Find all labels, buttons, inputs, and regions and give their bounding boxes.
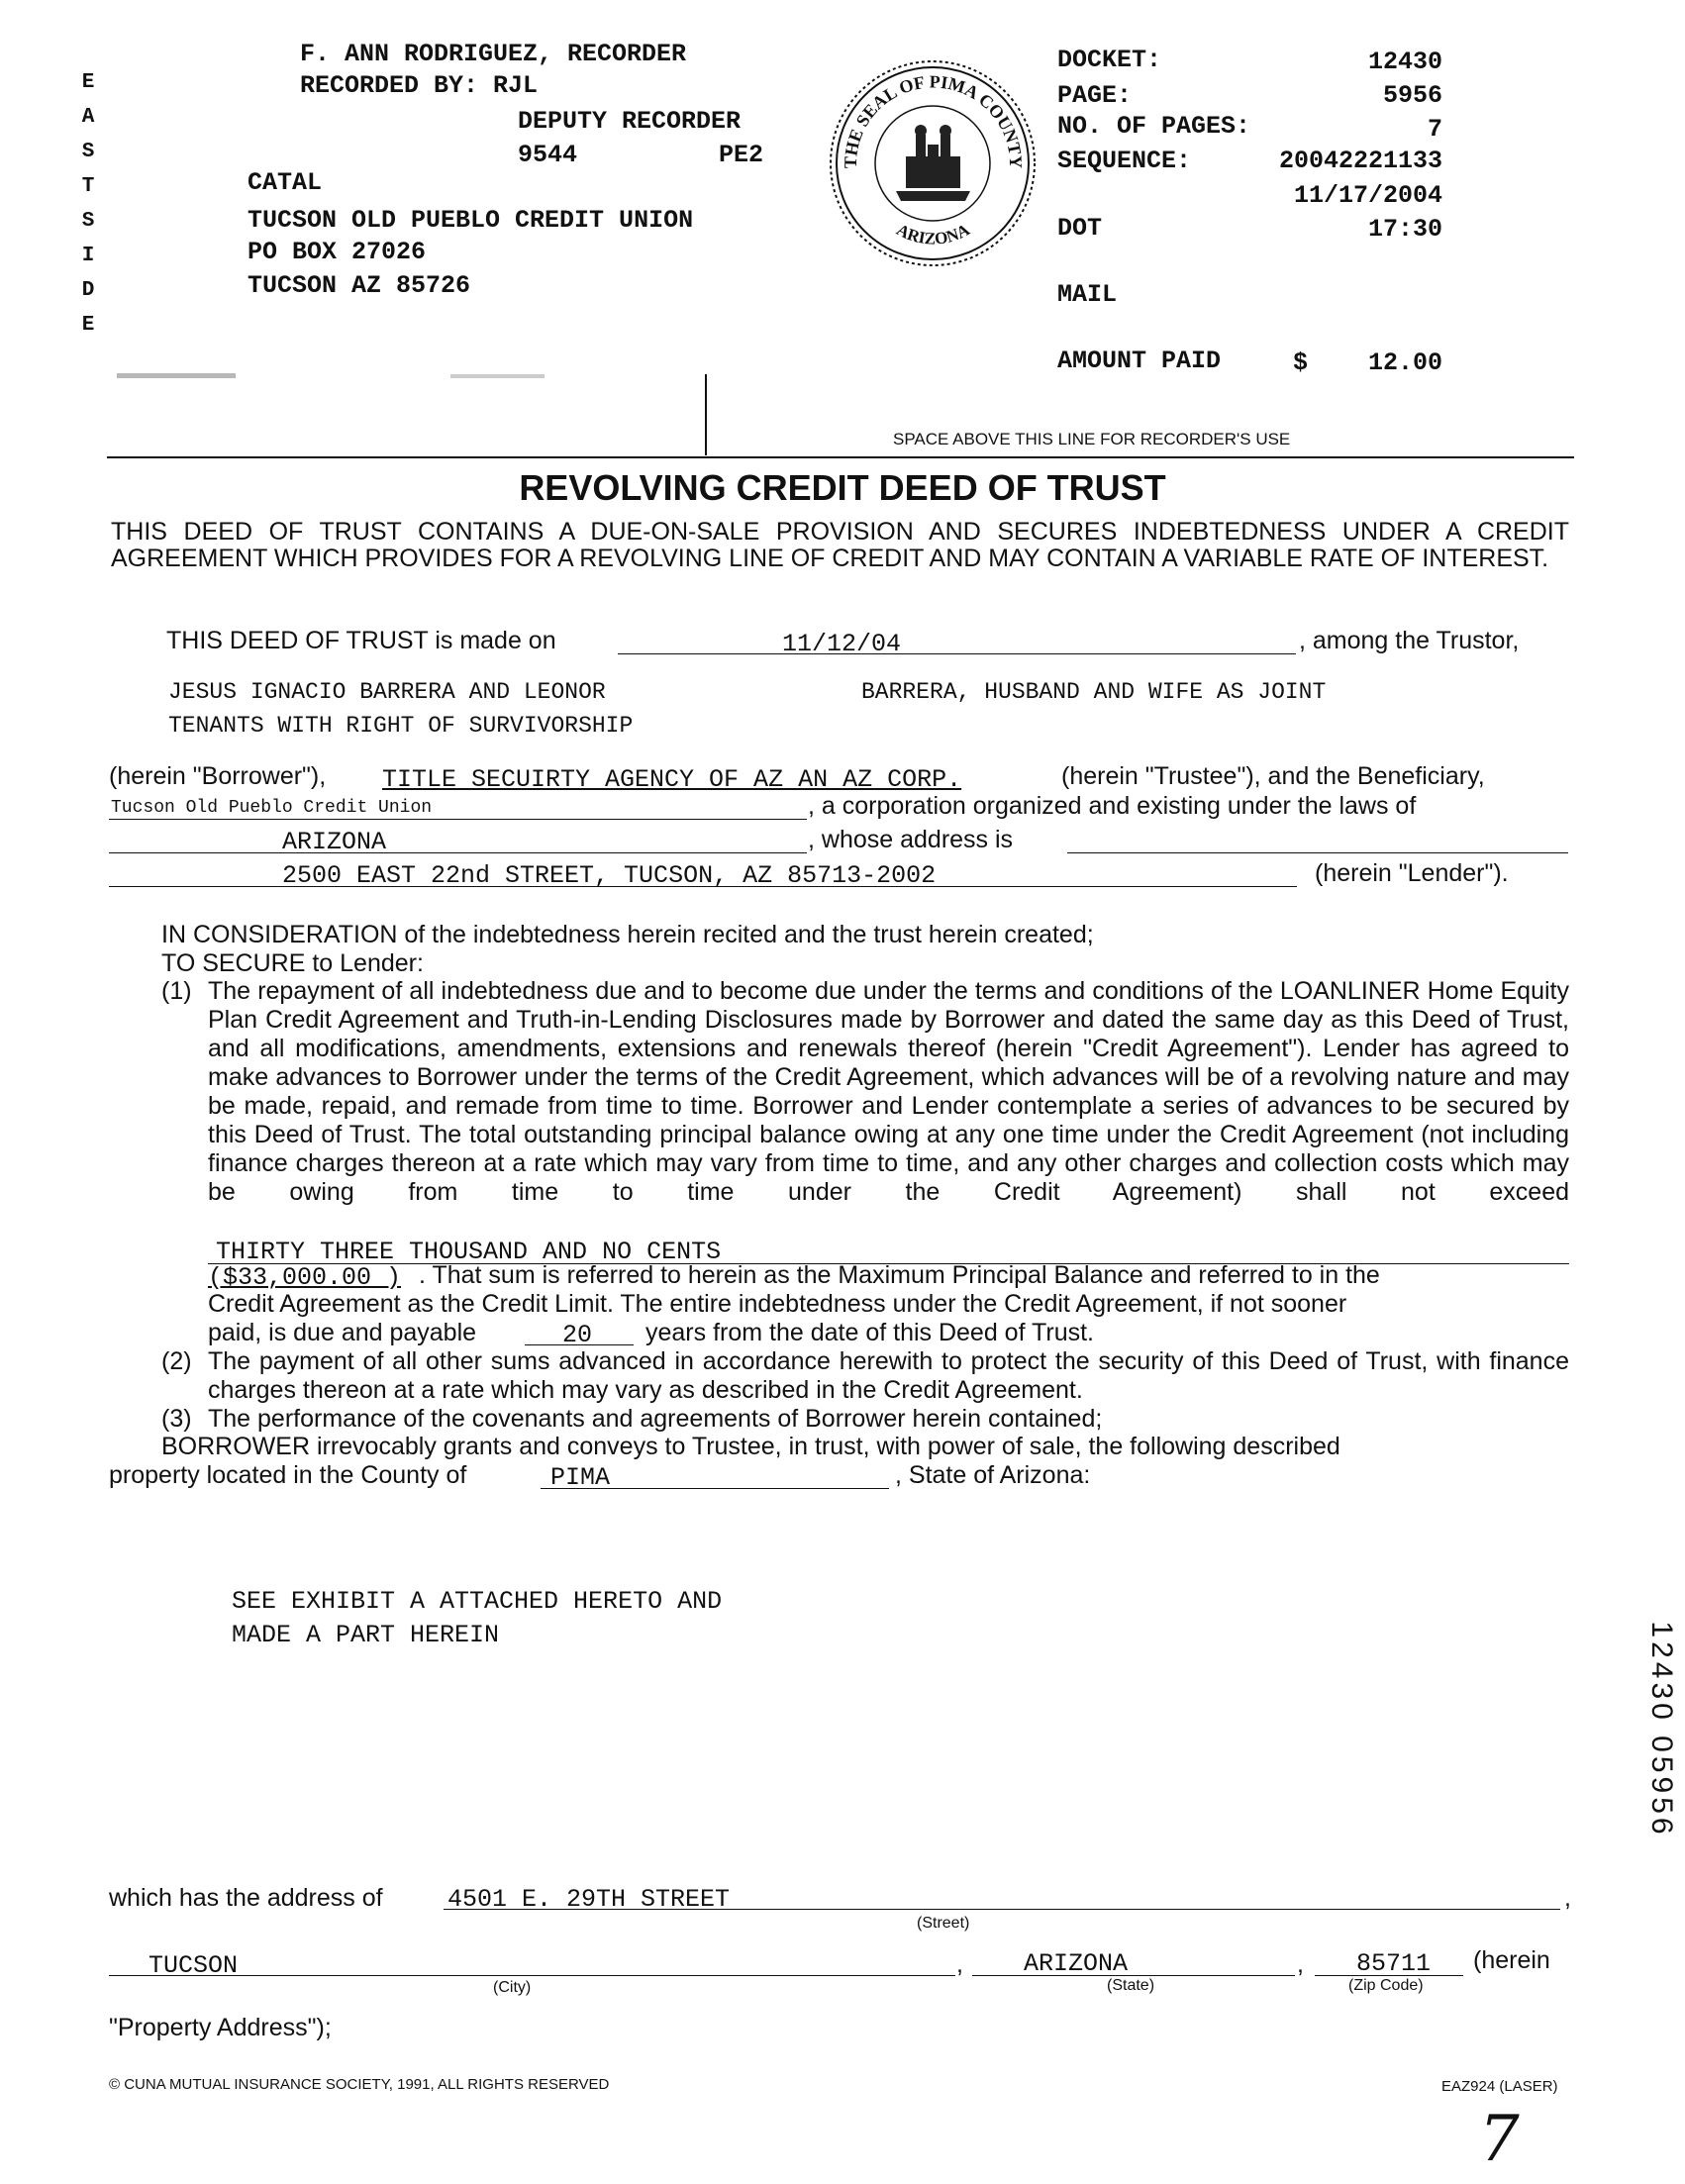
city-comma: , (956, 1950, 963, 1978)
side-label-letter: S (81, 210, 95, 233)
return-name: TUCSON OLD PUEBLO CREDIT UNION (248, 206, 694, 235)
zip-label: (Zip Code) (1348, 1977, 1424, 1994)
amount-words: THIRTY THREE THOUSAND AND NO CENTS (216, 1238, 722, 1266)
payable-suffix: years from the date of this Deed of Trust. (645, 1319, 1094, 1346)
recorded-date: 11/17/2004 (1293, 181, 1442, 210)
address-line-1 (1067, 852, 1568, 853)
item3-number: (3) (161, 1405, 192, 1433)
made-on-prefix: THIS DEED OF TRUST is made on (166, 627, 556, 654)
borrower-grants: BORROWER irrevocably grants and conveys to Trustee, in trust, with power of sale, the following described (161, 1433, 1340, 1460)
side-label-letter: E (81, 314, 95, 337)
secure-text: TO SECURE to Lender: (161, 949, 424, 977)
beneficiary-line (109, 819, 807, 820)
recorded-by: RECORDED BY: RJL (300, 71, 539, 100)
lender-suffix: (herein "Lender"). (1315, 859, 1509, 887)
address-prefix: which has the address of (109, 1884, 383, 1912)
item3-text: The performance of the covenants and agreements of Borrower herein contained; (208, 1405, 1103, 1433)
deputy-code: PE2 (719, 141, 764, 169)
side-label-letter: E (81, 71, 95, 94)
page-label: PAGE: (1057, 81, 1133, 110)
deputy-number: 9544 (518, 141, 578, 169)
state-name: ARIZONA (282, 828, 387, 856)
credit-limit-line: Credit Agreement as the Credit Limit. The entire indebtedness under the Credit Agreement, if not sooner (208, 1290, 1347, 1318)
trustor-line2: TENANTS WITH RIGHT OF SURVIVORSHIP (168, 713, 634, 739)
return-city: TUCSON AZ 85726 (248, 271, 471, 300)
recorder-name: F. ANN RODRIGUEZ, RECORDER (300, 40, 687, 68)
herein-text: (herein (1473, 1946, 1550, 1974)
property-state: ARIZONA (1024, 1949, 1129, 1978)
state-comma: , (1297, 1950, 1304, 1978)
city-label: (City) (493, 1979, 532, 1996)
made-on-date: 11/12/04 (782, 630, 902, 658)
sequence-value: 20042221133 (1278, 147, 1442, 175)
made-on-line (618, 653, 1296, 654)
amount-after: . That sum is referred to herein as the Maximum Principal Balance and referred to in the (419, 1261, 1380, 1289)
state-field-line (972, 1975, 1295, 1976)
copyright: © CUNA MUTUAL INSURANCE SOCIETY, 1991, ALL RIGHTS RESERVED (109, 2076, 610, 2093)
form-code: EAZ924 (LASER) (1441, 2078, 1558, 2095)
side-label-letter: T (81, 175, 95, 198)
payable-prefix: paid, is due and payable (208, 1319, 477, 1346)
county-seal (827, 57, 1040, 270)
lender-address: 2500 EAST 22nd STREET, TUCSON, AZ 85713-2002 (282, 861, 937, 890)
scan-mark (117, 373, 236, 378)
street-comma: , (1564, 1884, 1571, 1912)
trustor-line1b: BARRERA, HUSBAND AND WIFE AS JOINT (861, 679, 1327, 705)
dot-label: DOT (1057, 214, 1103, 243)
property-zip: 85711 (1356, 1949, 1432, 1978)
deputy-recorder: DEPUTY RECORDER (518, 107, 742, 136)
item1-text: The repayment of all indebtedness due and to become due under the terms and conditions of the LOANLINER Home Equity Plan Credit Agreement and Truth-in-Lending Disclosures made by Borrower and dated the same day as this Deed of Trust, and all modifications, amendments, extensions and renewals thereof (herein "Credit Agreement"). Lender has agreed to make advances to Borrower under the terms of the Credit Agreement, which advances will be of a revolving nature and may be made, repaid, and remade from time to time. Borrower and Lender contemplate a series of advances to be secured by this Deed of Trust. The total outstanding principal balance owing at any one time under the Credit Agreement (not including finance charges thereon at a rate which may vary from time to time, and any other charges and collection costs which may be owing from time to time under the Credit Agreement) shall not exceed (208, 977, 1569, 1206)
amount-label: AMOUNT PAID (1057, 347, 1222, 375)
notice: THIS DEED OF TRUST CONTAINS A DUE-ON-SALE PROVISION AND SECURES INDEBTEDNESS UNDER A CREDIT AGREEMENT WHICH PROVIDES FOR A REVOLVING LINE OF CREDIT AND MAY CONTAIN A VARIABLE RATE OF INTEREST. (111, 518, 1569, 572)
seal-top-text: THE SEAL OF PIMA COUNTY (840, 71, 1027, 169)
amount-currency: $ (1293, 348, 1309, 377)
amount-value: 12.00 (1367, 348, 1442, 377)
side-label-letter: A (81, 106, 95, 129)
docket-label: DOCKET: (1057, 46, 1162, 74)
county-name: PIMA (550, 1463, 611, 1492)
trustee-suffix: (herein "Trustee"), and the Beneficiary, (1061, 762, 1485, 790)
page-title: REVOLVING CREDIT DEED OF TRUST (519, 467, 1166, 508)
street-label: (Street) (917, 1915, 970, 1932)
sequence-label: SEQUENCE: (1057, 147, 1192, 175)
payable-years: 20 (562, 1321, 593, 1349)
docket-value: 12430 (1367, 48, 1442, 76)
exhibit-line2: MADE A PART HEREIN (232, 1621, 500, 1649)
space-note: SPACE ABOVE THIS LINE FOR RECORDER'S USE (893, 430, 1291, 448)
exhibit-line1: SEE EXHIBIT A ATTACHED HERETO AND (232, 1587, 723, 1616)
side-label-letter: D (81, 279, 95, 302)
side-label-letter: S (81, 141, 95, 163)
item1-number: (1) (161, 977, 192, 1005)
trustee-name: TITLE SECUIRTY AGENCY OF AZ AN AZ CORP. (382, 765, 962, 794)
corp-text: , a corporation organized and existing under the laws of (808, 792, 1417, 820)
pages-value: 7 (1427, 115, 1442, 144)
consideration-text: IN CONSIDERATION of the indebtedness herein recited and the trust herein created; (161, 921, 1094, 948)
item2-text: The payment of all other sums advanced in accordance herewith to protect the security of this Deed of Trust, with finance charges thereon at a rate which may vary as described in the Credit Agreement. (208, 1347, 1569, 1404)
svg-text:ARIZONA (893, 220, 973, 248)
seal-bottom-text: ARIZONA (893, 220, 973, 248)
property-city: TUCSON (149, 1951, 239, 1980)
property-street: 4501 E. 29TH STREET (447, 1885, 731, 1914)
side-label-letter: I (81, 245, 95, 267)
page-mark: 7 (1479, 2103, 1520, 2176)
trustor-line1a: JESUS IGNACIO BARRERA AND LEONOR (168, 679, 606, 705)
scan-mark (450, 374, 545, 378)
state-label: (State) (1107, 1977, 1155, 1994)
county-suffix: , State of Arizona: (895, 1461, 1091, 1489)
catal-label: CATAL (248, 168, 323, 197)
made-on-suffix: , among the Trustor, (1299, 627, 1520, 654)
return-box: PO BOX 27026 (248, 238, 427, 266)
side-stamp: 12430 05956 (1645, 1621, 1678, 1838)
item2-number: (2) (161, 1347, 192, 1375)
county-prefix: property located in the County of (109, 1461, 467, 1489)
state-line (109, 852, 807, 853)
page-value: 5956 (1382, 81, 1442, 110)
borrower-prefix: (herein "Borrower"), (109, 762, 327, 790)
address-label: , whose address is (808, 826, 1014, 853)
side-label (73, 65, 103, 343)
recorder-divider (107, 456, 1574, 458)
amount-figure: ($33,000.00 ) (208, 1263, 402, 1292)
beneficiary-name: Tucson Old Pueblo Credit Union (111, 798, 433, 818)
mail-label: MAIL (1057, 280, 1118, 309)
recorded-time: 17:30 (1367, 215, 1442, 244)
pages-label: NO. OF PAGES: (1057, 112, 1251, 141)
header-vertical-rule (705, 374, 707, 455)
property-address-label: "Property Address"); (109, 2014, 332, 2041)
